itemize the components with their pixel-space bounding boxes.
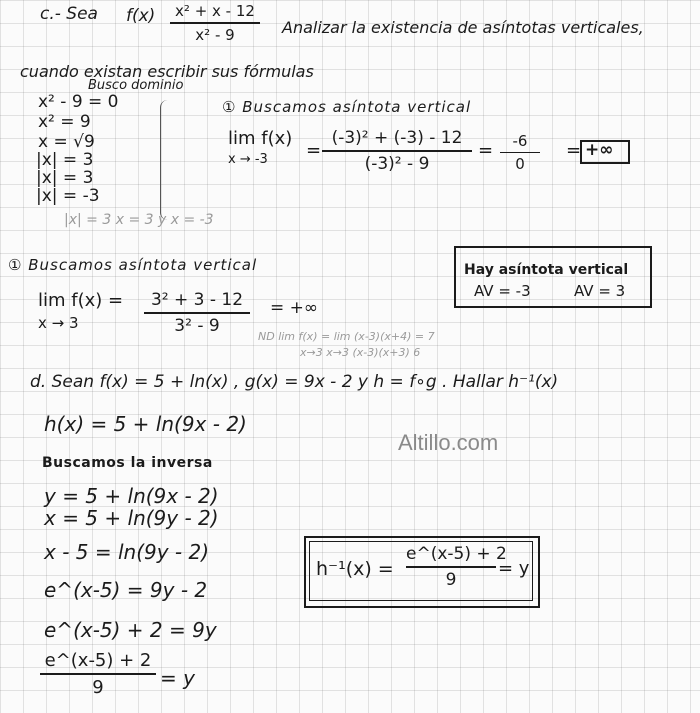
conclusion-av2: AV = 3 <box>574 282 626 300</box>
function-denominator: x² - 9 <box>195 26 235 44</box>
limit1-eq-sign: = <box>478 140 494 161</box>
inverse-step: y = 5 + ln(9x - 2) <box>44 484 219 508</box>
conclusion-av1: AV = -3 <box>474 282 531 300</box>
limit2-numerator: 3² + 3 - 12 <box>150 290 244 310</box>
limit1-result-fraction <box>500 132 540 173</box>
final-fraction <box>40 650 156 698</box>
limit2-faint-note-2: x→3 x→3 (x-3)(x+3) 6 <box>300 346 421 359</box>
final-rhs: = y <box>160 666 195 690</box>
answer-denominator: 9 <box>445 570 457 590</box>
inverse-step: e^(x-5) + 2 = 9y <box>44 618 217 642</box>
inverse-heading: Buscamos la inversa <box>42 455 213 471</box>
fraction-bar <box>322 150 472 152</box>
limit2-faint-note: ND lim f(x) = lim (x-3)(x+4) = 7 <box>258 330 435 343</box>
h-definition: h(x) = 5 + ln(9x - 2) <box>44 412 247 436</box>
domain-step: x² - 9 = 0 <box>38 92 119 112</box>
fraction-bar <box>406 566 496 568</box>
conclusion-title: Hay asíntota vertical <box>464 262 629 278</box>
domain-step: x² = 9 <box>38 112 91 132</box>
instruction-line-1: Analizar la existencia de asíntotas verticales, <box>282 18 644 37</box>
function-numerator: x² + x - 12 <box>175 2 255 20</box>
answer-fraction <box>406 544 507 590</box>
instruction-line-2: cuando existan escribir sus fórmulas <box>20 62 314 81</box>
answer-box <box>304 536 540 608</box>
function-lhs: f(x) <box>126 6 156 26</box>
limit1-result-box <box>580 140 630 164</box>
limit1-numerator: (-3)² + (-3) - 12 <box>331 128 463 148</box>
final-denominator: 9 <box>92 677 104 698</box>
limit2-label: lim f(x) = <box>38 290 124 311</box>
part-c-label: c.- Sea <box>40 4 98 24</box>
fraction-bar <box>500 152 540 153</box>
inverse-step: x = 5 + ln(9y - 2) <box>44 506 219 530</box>
limit1-fraction <box>322 128 472 174</box>
final-numerator: e^(x-5) + 2 <box>44 650 152 671</box>
limit1-denominator: (-3)² - 9 <box>364 154 430 174</box>
limit1-result-numerator: -6 <box>512 132 528 150</box>
limit1-result: +∞ <box>585 140 614 160</box>
answer-lhs: h⁻¹(x) = <box>316 558 394 580</box>
watermark: Altillo.com <box>398 430 499 455</box>
domain-step: |x| = -3 <box>36 186 100 206</box>
inverse-step: x - 5 = ln(9y - 2) <box>44 540 210 564</box>
limit2-fraction <box>144 290 250 336</box>
answer-numerator: e^(x-5) + 2 <box>406 544 507 564</box>
limit2-result: = +∞ <box>270 298 319 318</box>
fraction-bar <box>40 673 156 675</box>
conclusion-box <box>454 246 652 308</box>
fraction-bar <box>144 312 250 314</box>
domain-faint-note: |x| = 3 x = 3 y x = -3 <box>64 212 214 228</box>
domain-step: |x| = 3 <box>36 150 94 170</box>
limit1-result-denominator: 0 <box>515 155 525 173</box>
brace-divider <box>160 100 175 220</box>
limit1-subscript: x → -3 <box>228 152 268 167</box>
limit1-label: lim f(x) <box>228 128 293 149</box>
limit1-result-eq: = <box>566 140 582 161</box>
limit2-subscript: x → 3 <box>38 314 79 332</box>
domain-step: x = √9 <box>38 132 95 152</box>
function-fraction <box>170 2 260 44</box>
domain-heading: Busco dominio <box>88 78 184 93</box>
domain-step: |x| = 3 <box>36 168 94 188</box>
part-d-statement: d. Sean f(x) = 5 + ln(x) , g(x) = 9x - 2 y h = f∘g . Hallar h⁻¹(x) <box>30 372 559 392</box>
limit1-equals: = <box>306 140 322 161</box>
step1-heading: ① Buscamos asíntota vertical <box>222 98 472 116</box>
fraction-bar <box>170 22 260 24</box>
answer-rhs: = y <box>498 558 530 579</box>
limit2-denominator: 3² - 9 <box>174 316 220 336</box>
step2-heading: ① Buscamos asíntota vertical <box>8 256 258 274</box>
inverse-step: e^(x-5) = 9y - 2 <box>44 578 208 602</box>
